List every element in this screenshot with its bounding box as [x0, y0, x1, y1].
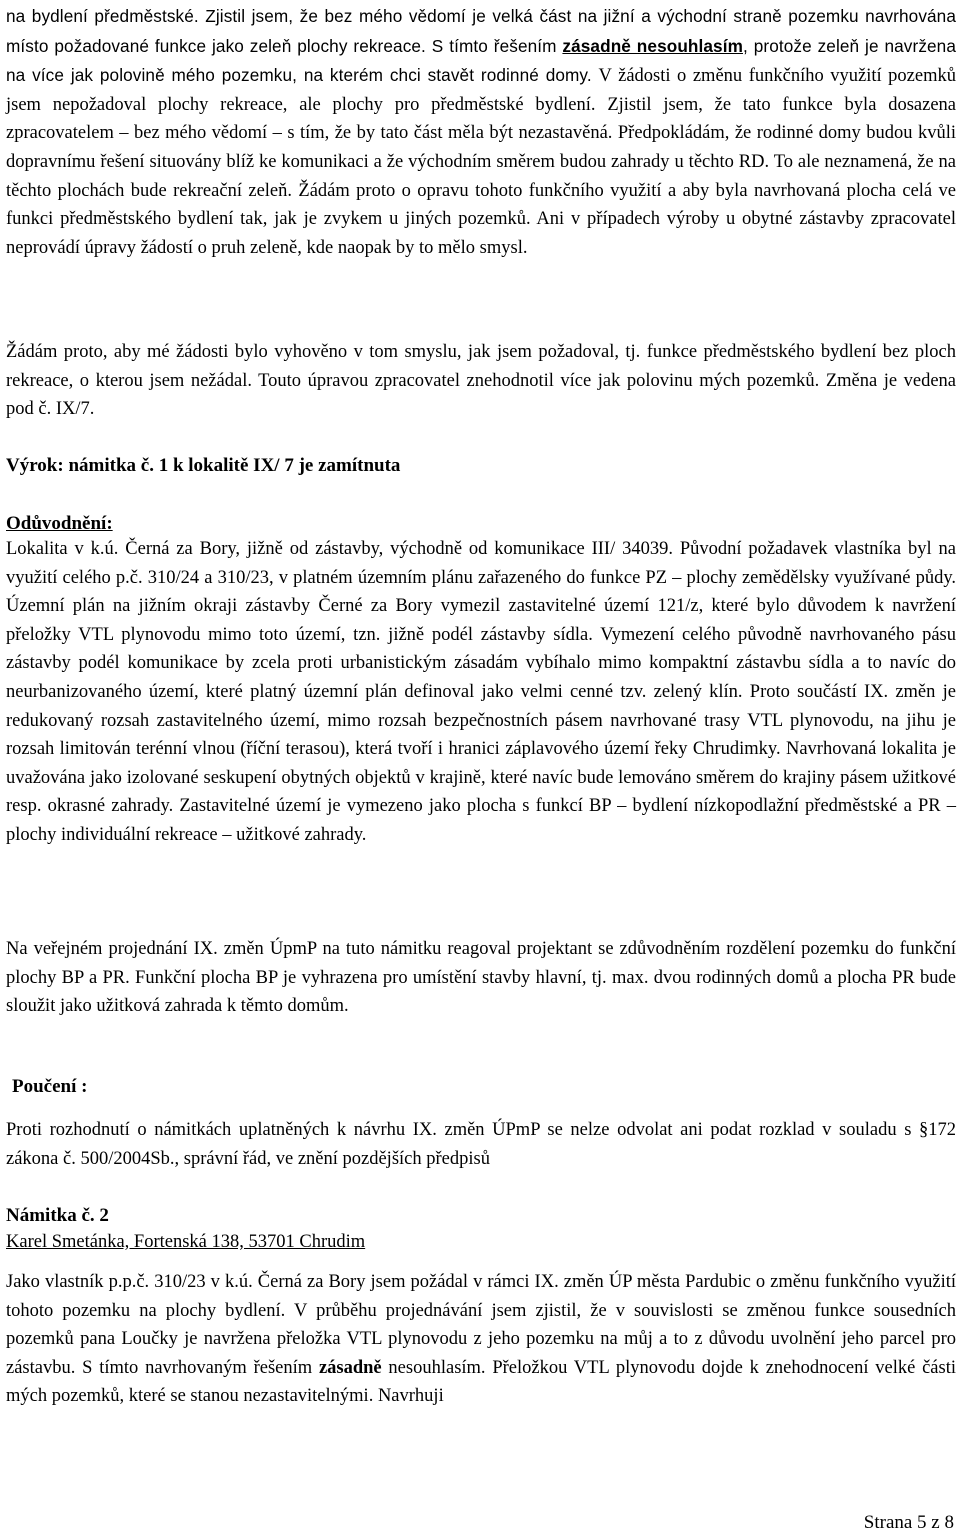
paragraph-request: Žádám proto, aby mé žádosti bylo vyhověno v tom smyslu, jak jsem požadoval, tj. funkce předměstského bydlení bez ploch rekreace, o kterou jsem nežádal. Touto úpravou zpracovatel znehodnotil více jak polovinu mých pozemků. Změna je vedena pod č. IX/7.: [6, 342, 956, 420]
text-fragment: , protože zeleň je navržena na více jak polovině mého pozemku, na kterém chci stavět rodinné domy.: [6, 35, 956, 86]
text-fragment: V žádosti o změnu funkčního využití pozemků jsem nepožadoval plochy rekreace, ale plochy pro předměstské bydlení. Zjistil jsem, že tato funkce byla dosazena zpracovatelem – bez mého vědomí – s tím, že by tato část měla být nezastavěná. Předpokládám, že rodinné domy budou kvůli dopravnímu řešení situovány blíž ke komunikaci a že východním směrem budou zahrady u těchto RD. To ale neznamená, že na těchto plochách bude rekreační zeleň. Žádám proto o opravu tohoto funkčního využití a aby byla navrhovaná plocha celá ve funkci předměstského bydlení tak, jak je zvykem u jiných pozemků. Ani v případech výroby u obytné zástavby zpracovatel neprovádí úpravy žádostí o pruh zeleně, kde naopak by to mělo smysl.: [6, 66, 956, 258]
instruction-heading: Poučení :: [12, 1076, 88, 1097]
text-fragment: nesouhlasím. Přeložkou VTL plynovodu dojde k znehodnocení velké části mých pozemků, které se stanou nezastavitelnými. Navrhuji: [6, 1357, 956, 1407]
emphasis-text: zásadně: [318, 1357, 382, 1378]
reasoning-heading: Odůvodnění:: [6, 513, 113, 534]
emphasis-text: zásadně nesouhlasím: [562, 35, 743, 56]
text-fragment: na bydlení předměstské.: [6, 6, 206, 26]
reasoning-paragraph-2: Na veřejném projednání IX. změn ÚpmP na tuto námitku reagoval projektant se zdůvodněním rozdělení pozemku do funkční plochy BP a PR. Funkční plocha BP je vyhrazena pro umístění stavby hlavní, tj. max. dvou rodinných domů a plocha PR bude sloužit jako užitková zahrada k těmto domům.: [6, 939, 956, 1017]
objection2-author: Karel Smetánka, Fortenská 138, 53701 Chrudim: [6, 1232, 366, 1252]
objection2-title: Námitka č. 2: [6, 1205, 109, 1226]
paragraph-objection1-text: [6, 2, 956, 262]
instruction-text: Proti rozhodnutí o námitkách uplatněných k návrhu IX. změn ÚPmP se nelze odvolat ani podat rozklad v souladu s §172 zákona č. 500/2004Sb., správní řád, ve znění pozdějších předpisů: [6, 1120, 956, 1169]
page-number: Strana 5 z 8: [863, 1512, 954, 1533]
text-fragment: Jako vlastník p.p.č. 310/23 v k.ú. Černá za Bory jsem požádal v rámci IX. změn ÚP města Pardubic o změnu funkčního využití tohoto pozemku na plochy bydlení. V průběhu projednávání jsem zjistil, že v souvislosti se změnou funkce sousedních pozemků pana Loučky je navržena přeložka VTL plynovodu z jeho pozemku na můj a to z důvodu uvolnění jeho parcel pro zástavbu. S tímto navrhovaným řešením: [6, 1272, 956, 1378]
verdict-heading: Výrok: námitka č. 1 k lokalitě IX/ 7 je zamítnuta: [6, 455, 401, 476]
text-fragment: Zjistil jsem, že bez mého vědomí je velká část na jižní a východní straně pozemku navrhována místo požadované funkce jako zeleň plochy rekreace. S tímto řešením: [6, 6, 956, 56]
objection2-text: [6, 1268, 956, 1411]
reasoning-paragraph-1: Lokalita v k.ú. Černá za Bory, jižně od zástavby, východně od komunikace III/ 34039. Původní požadavek vlastníka byl na využití celého p.č. 310/24 a 310/23, v platném územním plánu zařazeného do funkce PZ – plochy zemědělsky využívané půdy. Územní plán na jižním okraji zástavby Černé za Bory vymezil zastavitelné území 121/z, které bylo důvodem k navržení přeložky VTL plynovodu mimo toto území, tzn. jižně podél zástavby sídla. Vymezení celého původně navrhovaného pásu zástavby podél komunikace by zcela proti urbanistickým zásadám vybíhalo mimo kompaktní zástavbu sídla a to navíc do neurbanizovaného území, které platný územní plán definoval jako velmi cenné tzv. zelený klín. Proto součástí IX. změn je redukovaný rozsah zastavitelného území, mimo rozsah bezpečnostních pásem navrhované trasy VTL plynovodu, na jihu je rozsah limitován terénní vlnou (říční terasou), která tvoří i hranici záplavového území řeky Chrudimky. Navrhovaná lokalita je uvažována jako izolované seskupení obytných objektů v krajině, které navíc bude lemováno směrem do krajiny pásem užitkové resp. okrasné zahrady. Zastavitelné území je vymezeno jako plocha s funkcí BP – bydlení nízkopodlažní předměstské a PR – plochy individuální rekreace – užitkové zahrady.: [6, 539, 956, 845]
